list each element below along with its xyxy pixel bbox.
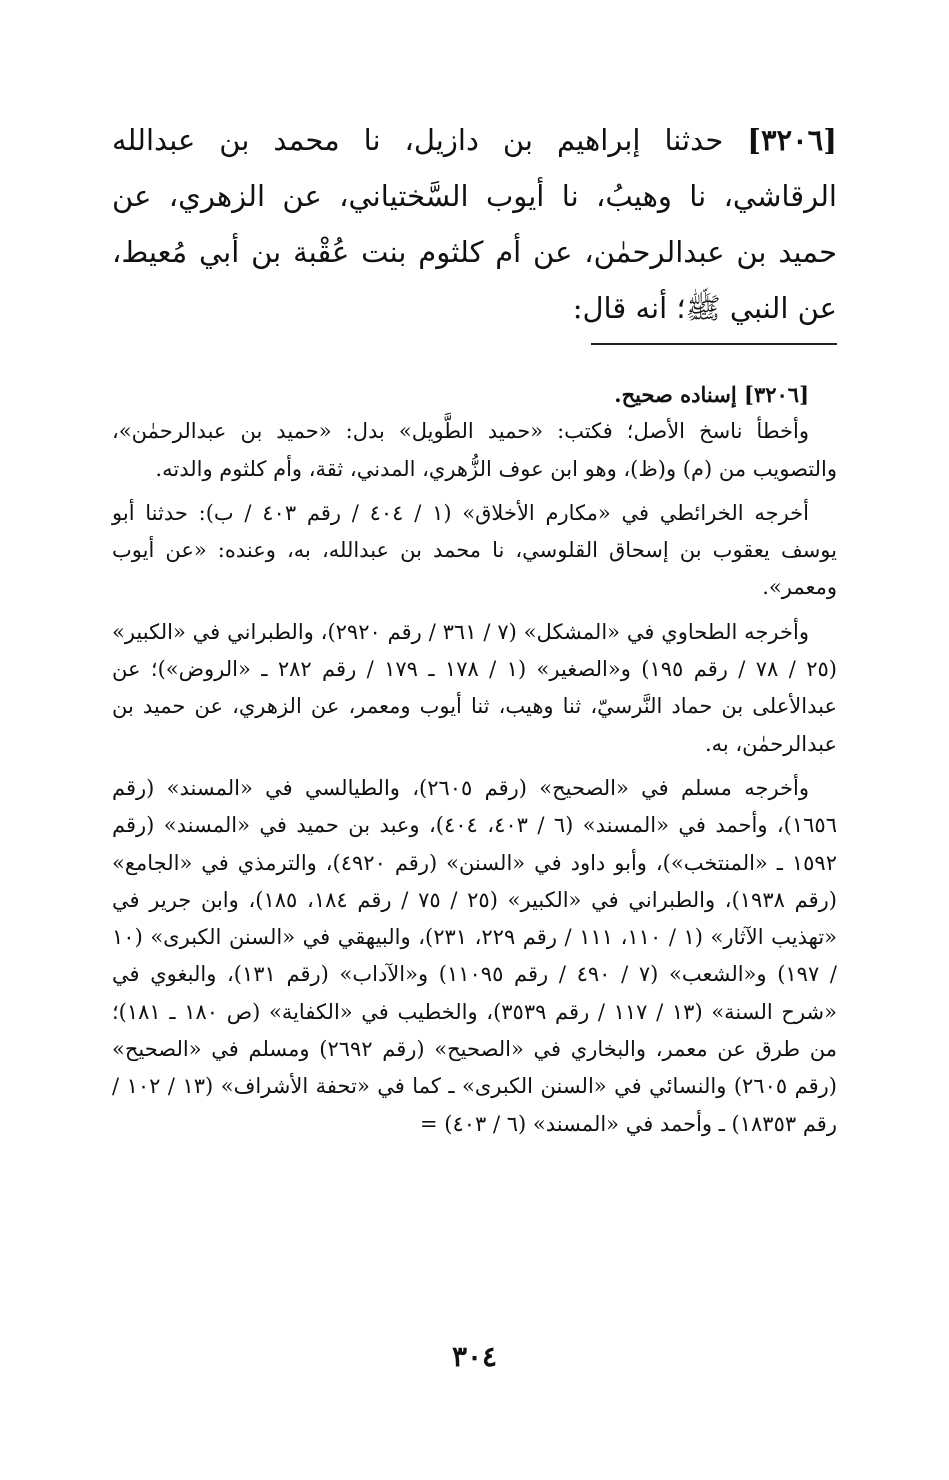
footnotes-section [112, 376, 837, 1150]
footnote-divider [591, 343, 837, 345]
footnote-paragraph: وأخرجه مسلم في «الصحيح» (رقم ٢٦٠٥)، والطيالسي في «المسند» (رقم ١٦٥٦)، وأحمد في «المسند» (٦ / ٤٠٣، ٤٠٤)، وعبد بن حميد في «المسند» (رقم ١٥٩٢ ـ «المنتخب»)، وأبو داود في «السنن» (رقم ٤٩٢٠)، والترمذي في «الجامع» (رقم ١٩٣٨)، والطبراني في «الكبير» (٢٥ / ٧٥ / رقم ١٨٤، ١٨٥)، وابن جرير في «تهذيب الآثار» (١ / ١١٠، ١١١ / رقم ٢٢٩، ٢٣١)، والبيهقي في «السنن الكبرى» (١٠ / ١٩٧) و«الشعب» (٧ / ٤٩٠ / رقم ١١٠٩٥) و«الآداب» (رقم ١٣١)، والبغوي في «شرح السنة» (١٣ / ١١٧ / رقم ٣٥٣٩)، والخطيب في «الكفاية» (ص ١٨٠ ـ ١٨١)؛ من طرق عن معمر، والبخاري في «الصحيح» (رقم ٢٦٩٢) ومسلم في «الصحيح» (رقم ٢٦٠٥) والنسائي في «السنن الكبرى» ـ كما في «تحفة الأشراف» (١٣ / ١٠٢ / رقم ١٨٣٥٣) ـ وأحمد في «المسند» (٦ / ٤٠٣) = [112, 775, 838, 1136]
footnote-paragraph: وأخطأ ناسخ الأصل؛ فكتب: «حميد الطَّويل» بدل: «حميد بن عبدالرحمٰن»، والتصويب من (م) و(ظ)، وهو ابن عوف الزُّهري، المدني، ثقة، وأم كلثوم والدته. [112, 419, 837, 481]
hadith-main-text [112, 112, 837, 336]
hadith-number: [٣٢٠٦] [747, 123, 837, 157]
hadith-body: حدثنا إبراهيم بن دازيل، نا محمد بن عبدالله الرقاشي، نا وهيبُ، نا أيوب السَّختياني، عن الزهري، عن حميد بن عبدالرحمٰن، عن أم كلثوم بنت عُقْبة بن أبي مُعيط، عن النبي ﷺ؛ أنه قال: [112, 123, 837, 325]
footnote-grade: إسناده صحيح. [614, 382, 737, 407]
footnote-paragraph: وأخرجه الطحاوي في «المشكل» (٧ / ٣٦١ / رقم ٢٩٢٠)، والطبراني في «الكبير» (٢٥ / ٧٨ / رقم ١٩٥) و«الصغير» (١ / ١٧٨ ـ ١٧٩ / رقم ٢٨٢ ـ «الروض»)؛ عن عبدالأعلى بن حماد النَّرسيّ، ثنا وهيب، ثنا أيوب ومعمر، عن الزهري، عن حميد بن عبدالرحمٰن، به. [112, 619, 837, 756]
footnote-heading [112, 376, 837, 413]
footnote-number: [٣٢٠٦] [744, 382, 809, 407]
page-number: ٣٠٤ [451, 1340, 498, 1373]
footnote-paragraph: أخرجه الخرائطي في «مكارم الأخلاق» (١ / ٤٠٤ / رقم ٤٠٣ / ب): حدثنا أبو يوسف يعقوب بن إسحاق القلوسي، نا محمد بن عبدالله، به، وعنده: «عن أيوب ومعمر». [112, 500, 837, 600]
